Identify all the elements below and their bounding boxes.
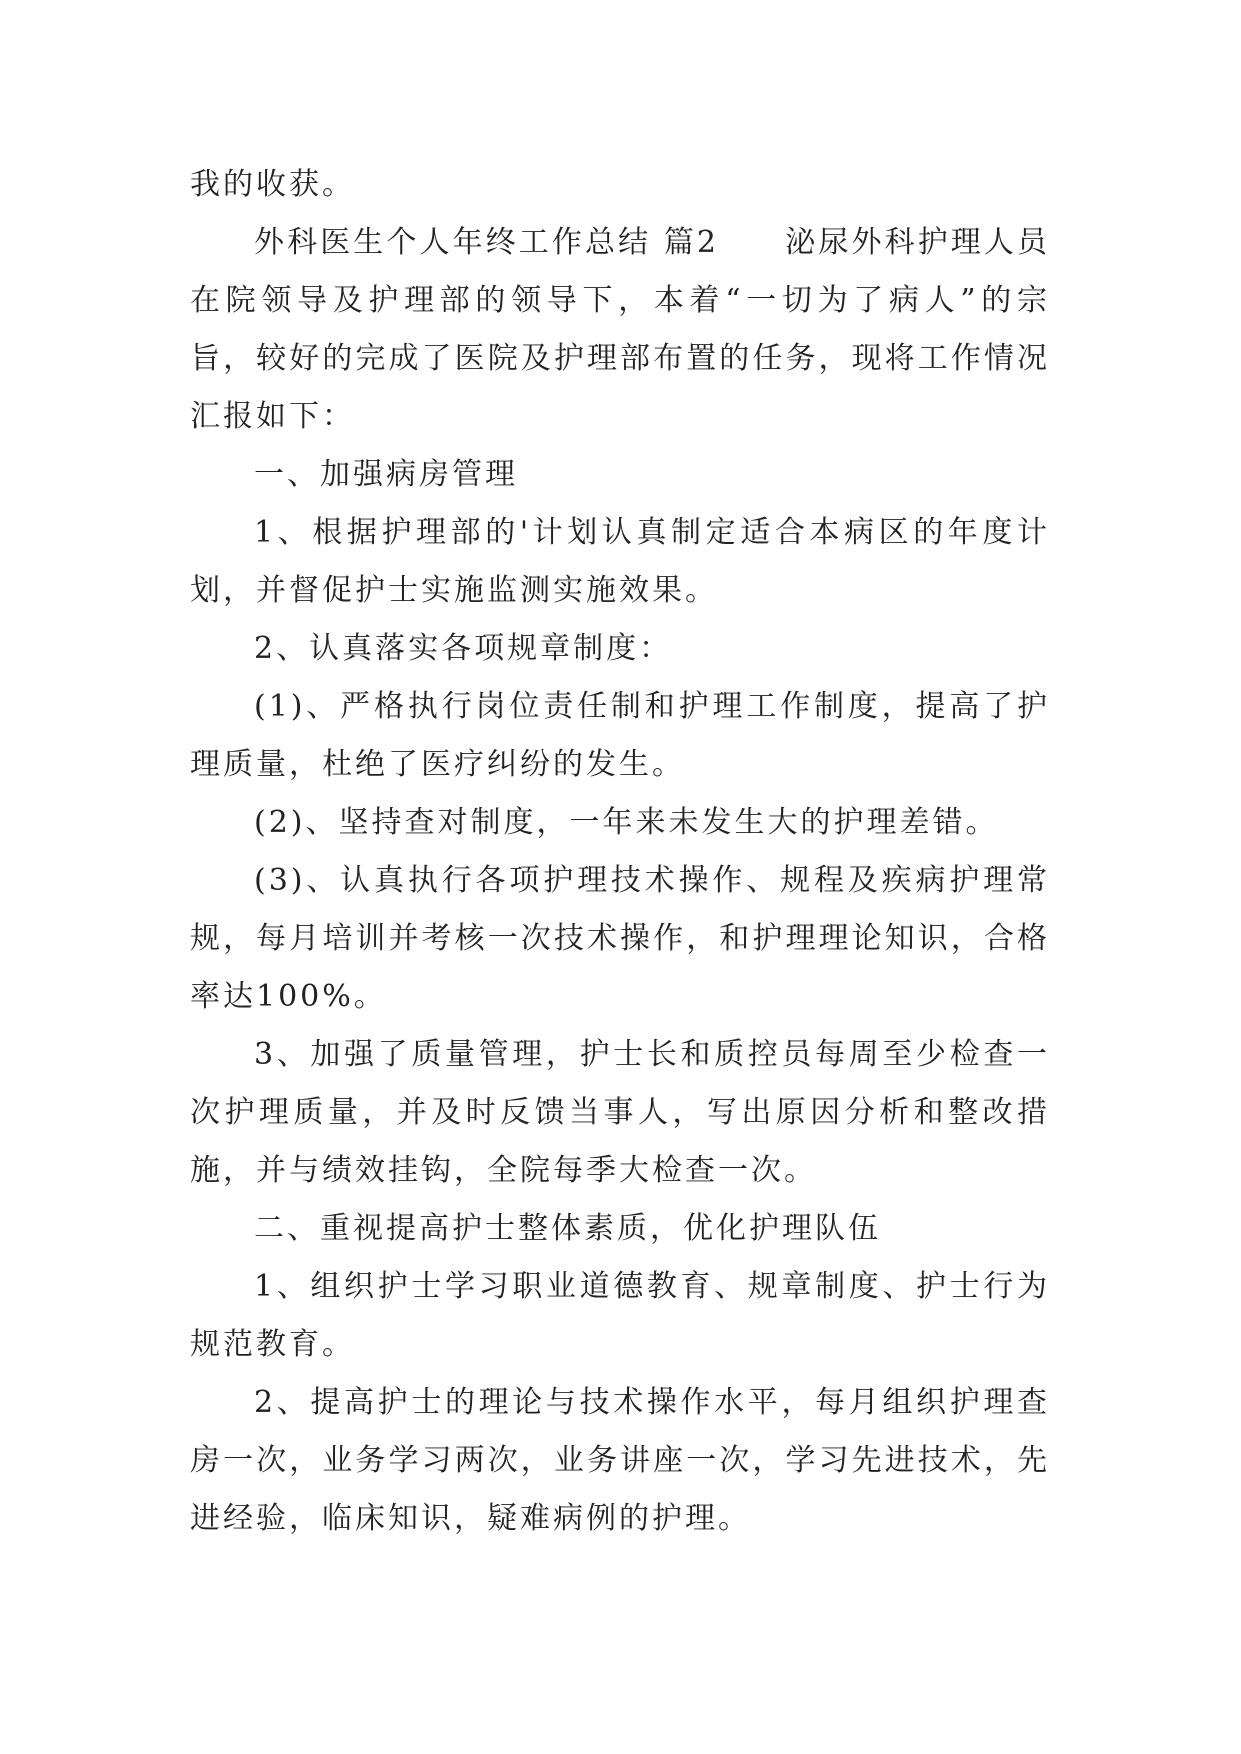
heading-ward-management: 一、加强病房管理 (254, 457, 518, 492)
paragraph-item-2: 2、认真落实各项规章制度： (254, 631, 673, 666)
paragraph-subitem-1: (1)、严格执行岗位责任制和护理工作制度，提高了护理质量，杜绝了医疗纠纷的发生。 (190, 689, 1050, 782)
paragraph-section-intro: 外科医生个人年终工作总结 篇2 泌尿外科护理人员在院领导及护理部的领导下，本着“一切为了病人”的宗旨，较好的完成了医院及护理部布置的任务，现将工作情况汇报如下： (190, 225, 1050, 434)
paragraph-item-2b: 2、提高护士的理论与技术操作水平，每月组织护理查房一次，业务学习两次，业务讲座一次，学习先进技术，先进经验，临床知识，疑难病例的护理。 (190, 1385, 1050, 1536)
paragraph-item-1b: 1、组织护士学习职业道德教育、规章制度、护士行为规范教育。 (190, 1269, 1050, 1362)
document-body (190, 156, 1050, 1548)
paragraph-item-1: 1、根据护理部的'计划认真制定适合本病区的年度计划，并督促护士实施监测实施效果。 (190, 515, 1050, 608)
paragraph-subitem-2: (2)、坚持查对制度，一年来未发生大的护理差错。 (254, 805, 999, 840)
paragraph-continuation: 我的收获。 (190, 167, 355, 202)
paragraph-item-3: 3、加强了质量管理，护士长和质控员每周至少检查一次护理质量，并及时反馈当事人，写出原因分析和整改措施，并与绩效挂钩，全院每季大检查一次。 (190, 1037, 1050, 1188)
heading-nurse-quality: 二、重视提高护士整体素质，优化护理队伍 (254, 1211, 881, 1246)
paragraph-subitem-3: (3)、认真执行各项护理技术操作、规程及疾病护理常规，每月培训并考核一次技术操作，和护理理论知识，合格率达100%。 (190, 863, 1050, 1014)
